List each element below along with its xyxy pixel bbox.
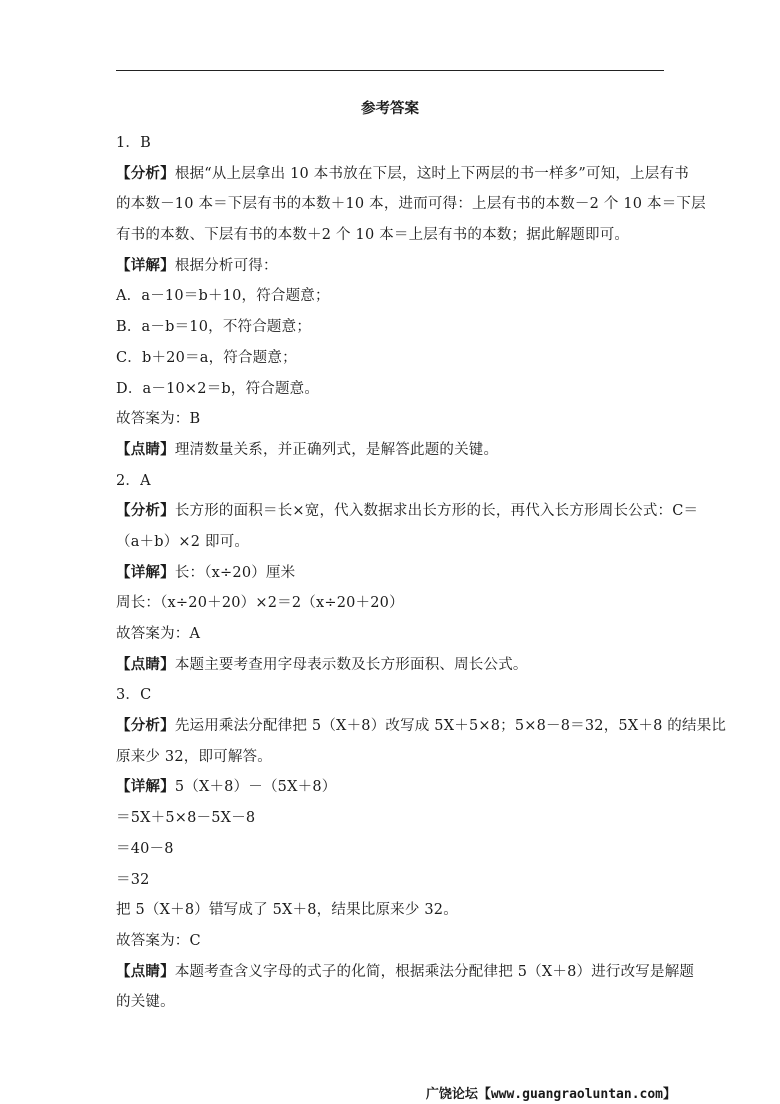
answer-line	[116, 895, 666, 926]
header-rule	[116, 70, 664, 71]
answer-line	[116, 435, 666, 466]
section-tag: 【点睛】	[116, 440, 175, 458]
answer-line	[116, 404, 666, 435]
footer-watermark: 广饶论坛【www.guangraoluntan.com】	[425, 1087, 676, 1102]
page-title: 参考答案	[361, 100, 419, 117]
answer-line	[116, 496, 699, 527]
line-text: 的关键。	[116, 994, 175, 1011]
line-text: 故答案为：C	[116, 932, 201, 949]
line-text: 把 5（X＋8）错写成了 5X＋8，结果比原来少 32。	[116, 902, 458, 919]
answer-line	[116, 957, 695, 988]
answer-line	[116, 987, 666, 1018]
answer-line	[116, 680, 666, 711]
line-text: 周长：（x÷20＋20）×2＝2（x÷20＋20）	[116, 595, 404, 612]
answer-line	[116, 772, 666, 803]
line-text: 2．A	[116, 472, 151, 489]
answer-line	[116, 619, 666, 650]
line-text: 长方形的面积＝长×宽，代入数据求出长方形的长，再代入长方形周长公式：C＝	[174, 503, 699, 520]
line-text: A．a－10＝b＋10，符合题意；	[116, 288, 330, 305]
section-tag: 【详解】	[116, 563, 175, 581]
answer-line	[116, 558, 666, 589]
line-text: ＝32	[116, 871, 150, 888]
section-tag: 【分析】	[116, 164, 175, 182]
line-text: 本题主要考查用字母表示数及长方形面积、周长公式。	[174, 656, 528, 673]
line-text: 有书的本数、下层有书的本数＋2 个 10 本＝上层有书的本数；据此解题即可。	[116, 227, 630, 244]
answer-line	[116, 588, 666, 619]
line-text: ＝5X＋5×8－5X－8	[116, 810, 256, 827]
line-text: C．b＋20＝a，符合题意；	[116, 349, 297, 366]
answer-line	[116, 128, 666, 159]
answer-line	[116, 742, 666, 773]
answer-line	[116, 374, 666, 405]
line-text: 原来少 32，即可解答。	[116, 748, 272, 765]
answer-line	[116, 803, 666, 834]
line-text: 长：（x÷20）厘米	[174, 564, 296, 581]
line-text: 故答案为：A	[116, 626, 201, 642]
answer-line	[116, 251, 666, 282]
answer-line	[116, 220, 666, 251]
section-tag: 【详解】	[116, 778, 175, 796]
answer-line	[116, 312, 666, 343]
line-text: 的本数－10 本＝下层有书的本数＋10 本，进而可得：上层有书的本数－2 个 10 本＝下层	[116, 196, 706, 213]
section-tag: 【分析】	[116, 717, 175, 735]
line-text: 故答案为：B	[116, 411, 201, 428]
answer-line	[116, 527, 666, 558]
answer-line	[116, 865, 666, 896]
line-text: D．a－10×2＝b，符合题意。	[116, 380, 320, 397]
line-text: ＝40－8	[116, 840, 174, 857]
line-text: 本题考查含义字母的式子的化简，根据乘法分配律把 5（X＋8）进行改写是解题	[174, 963, 695, 980]
section-tag: 【点睛】	[116, 655, 175, 673]
answer-line	[116, 159, 689, 190]
answer-line	[116, 711, 727, 742]
line-text: （a＋b）×2 即可。	[116, 533, 250, 550]
answer-line	[116, 466, 666, 497]
answer-line	[116, 189, 706, 220]
line-text: 先运用乘法分配律把 5（X＋8）改写成 5X＋5×8；5×8－8＝32，5X＋8 的结果比	[174, 718, 727, 735]
answer-line	[116, 281, 666, 312]
line-text: 根据分析可得：	[174, 257, 278, 274]
section-tag: 【分析】	[116, 502, 175, 520]
section-tag: 【点睛】	[116, 962, 175, 980]
answer-line	[116, 650, 666, 681]
line-text: B．a－b＝10，不符合题意；	[116, 319, 312, 336]
line-text: 根据“从上层拿出 10 本书放在下层，这时上下两层的书一样多”可知，上层有书	[174, 165, 689, 182]
line-text: 3．C	[116, 687, 152, 704]
answer-line	[116, 834, 666, 865]
answer-content	[116, 128, 727, 1018]
line-text: 理清数量关系，并正确列式，是解答此题的关键。	[174, 441, 499, 458]
answer-line	[116, 926, 666, 957]
section-tag: 【详解】	[116, 256, 175, 274]
line-text: 5（X＋8）－（5X＋8）	[174, 779, 337, 796]
line-text: 1．B	[116, 135, 151, 151]
answer-line	[116, 343, 666, 374]
